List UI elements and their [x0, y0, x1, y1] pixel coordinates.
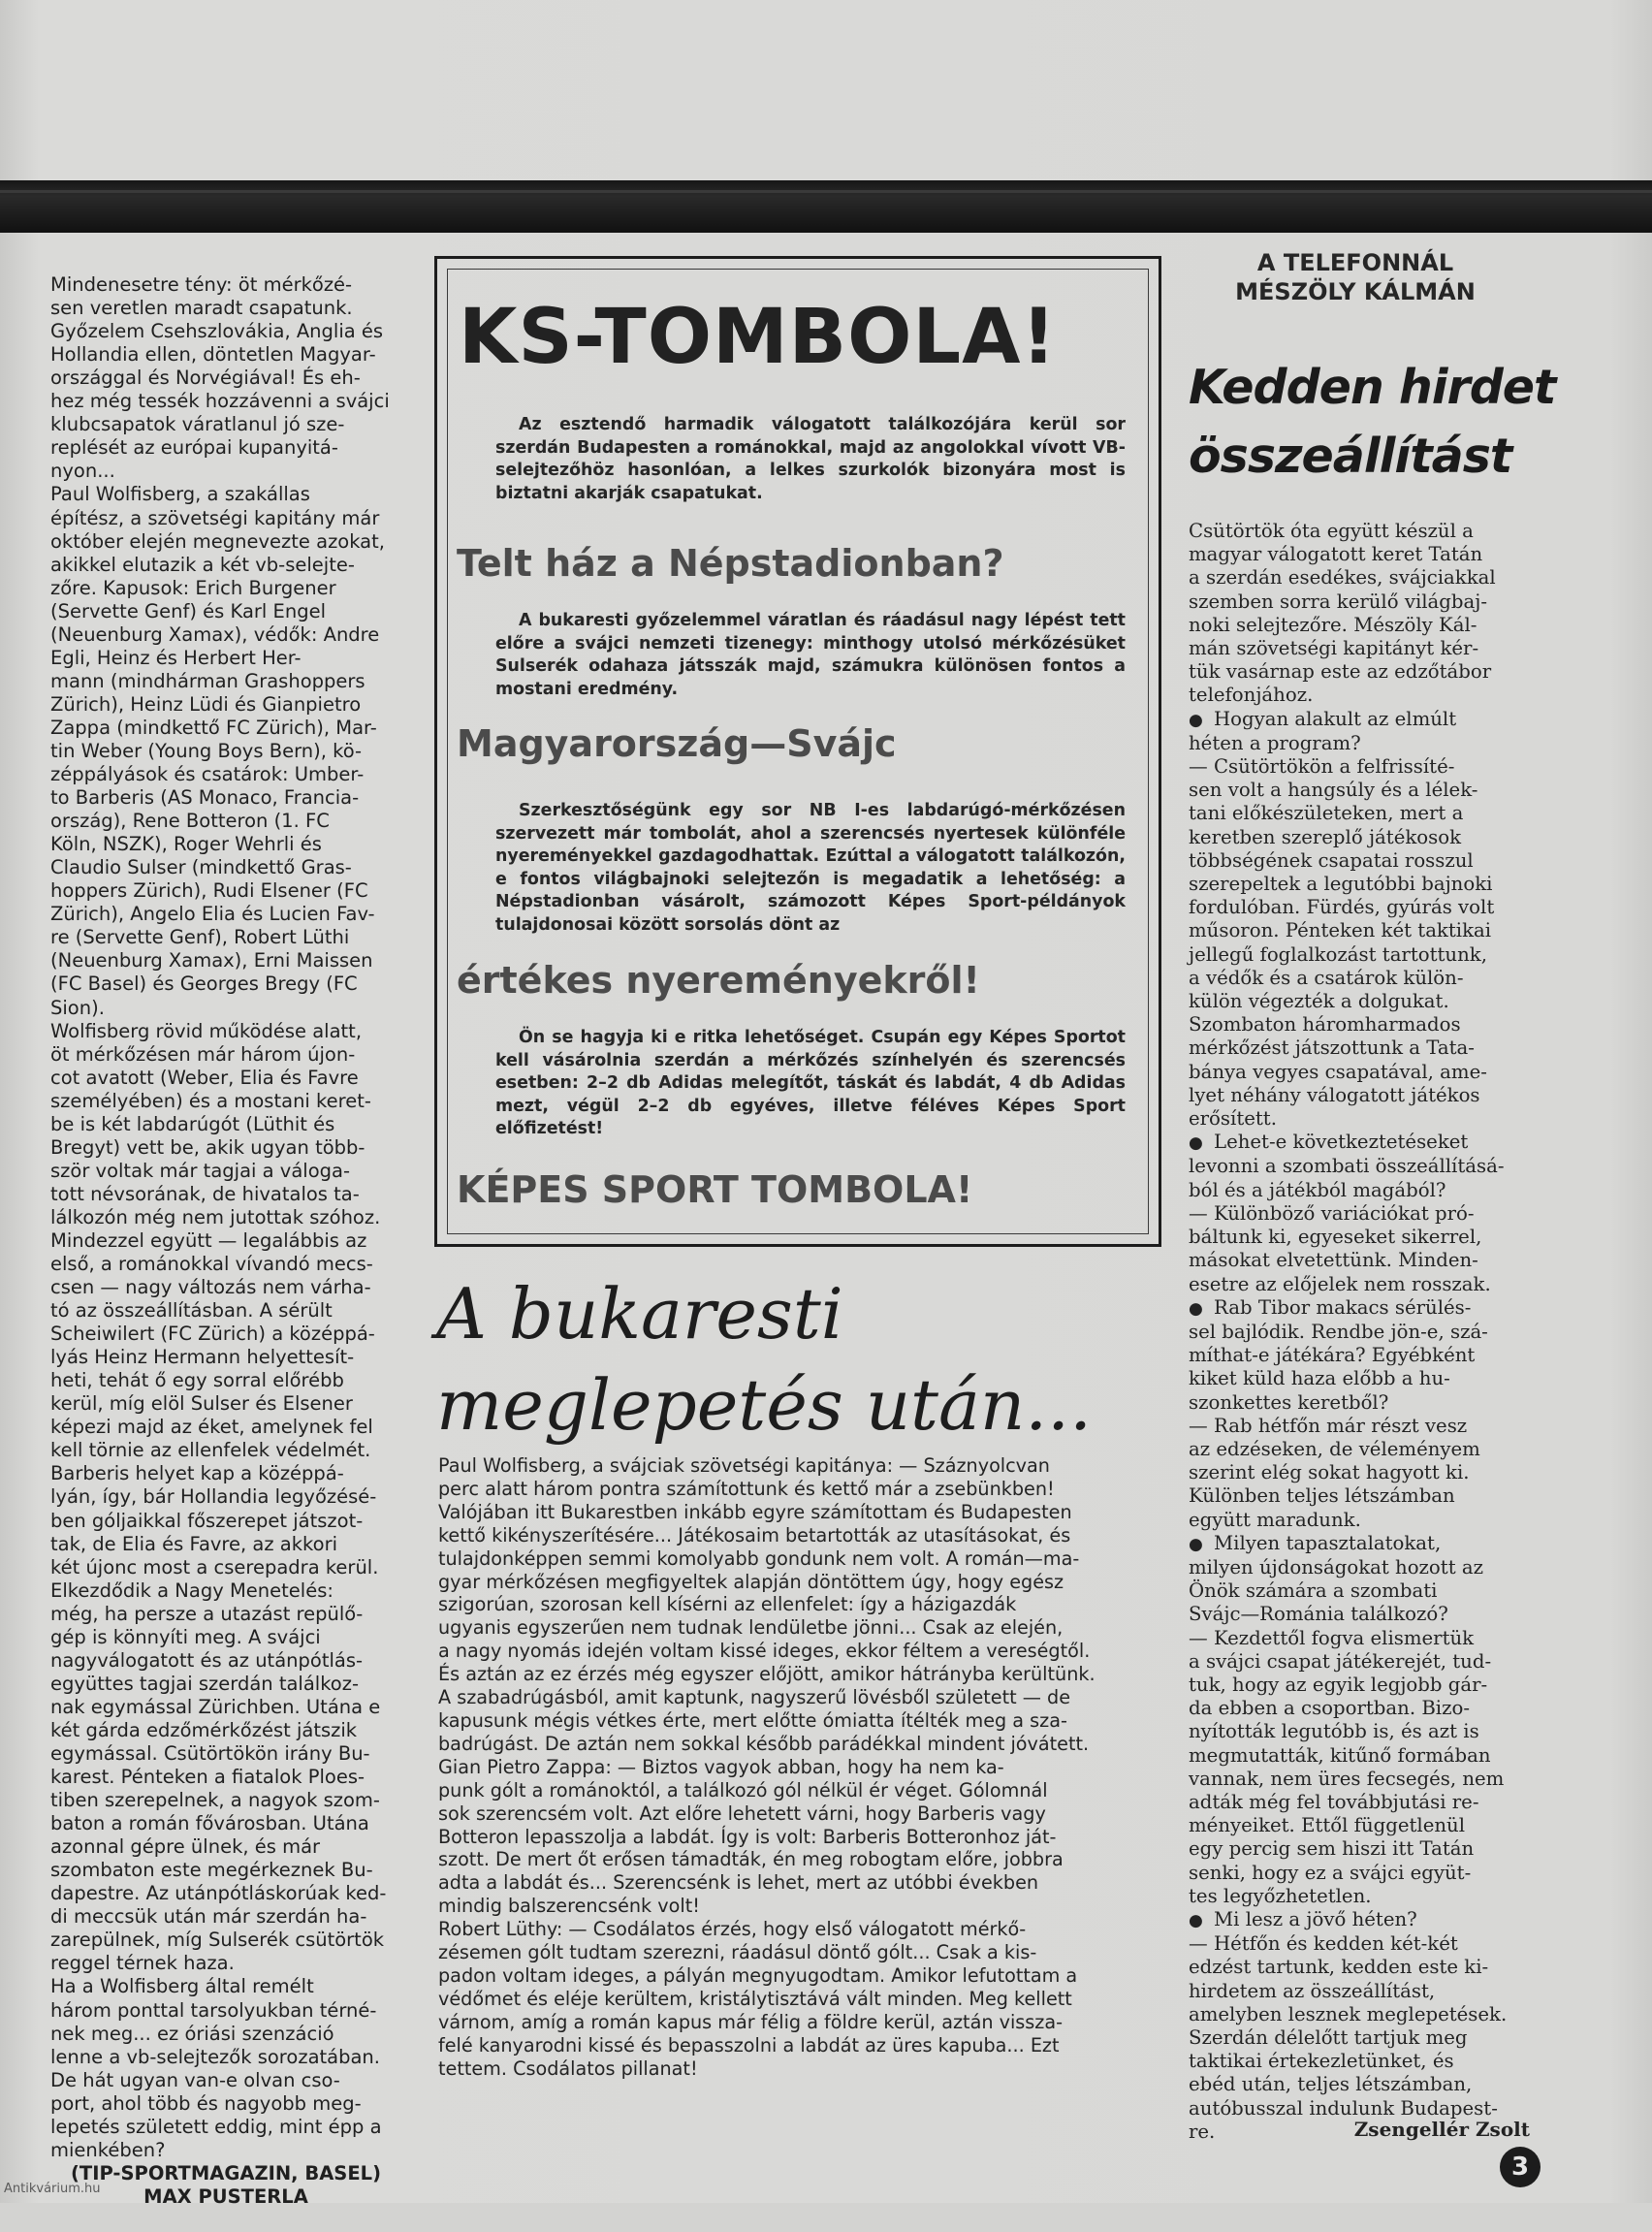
right-article-headline: Kedden hirdet összeállítást	[1189, 360, 1556, 484]
interview-question: ● Milyen tapasztalatokat, milyen újdonságokat hozott az Önök számára a szombati Svájc—Románia találkozó?	[1189, 1532, 1553, 1627]
tombola-subhead-3: értékes nyereményekről!	[457, 959, 980, 1002]
interview-answer: — Csütörtökön a felfrissíté- sen volt a hangsúly és a lélek- tani előkészületeken, mert a keretben szereplő játékosok többségének csapatai rosszul szerepeltek a legutóbbi bajnoki fordulóban. Fürdés, gyúrás volt műsoron. Pénteken két taktikai jellegű foglalkozást tartottunk, a védők és a csatárok külön- külön végezték a dolgukat. Szombaton háromharmados mérkőzést játszottunk a Tata- bánya vegyes csapatával, ame- lyet néhány válogatott játékos erősített.	[1189, 755, 1495, 1131]
tombola-para-2: Szerkesztőségünk egy sor NB I-es labdarúgó-mérkőzésen szervezett már tombolát, ahol a szerencsés nyertesek különféle nyereményekkel gazdagodhattak. Ezúttal a válogatott találkozón, e fontos világbajnoki selejtezőn is megadatik a lehetőség: a Népstadionban vásárolt, számozott Képes Sport-példányok tulajdonosai között sorsolás dönt az	[495, 801, 1126, 935]
tombola-subhead-1: Telt ház a Népstadionban?	[457, 542, 1004, 585]
tombola-subhead-2: Magyarország—Svájc	[457, 722, 897, 765]
page-number: 3	[1500, 2147, 1541, 2187]
tombola-para-1: A bukaresti győzelemmel váratlan és ráadásul nagy lépést tett előre a svájci nemzeti tizenegy: minthogy utolsó mérkőzésüket Sulserék odahaza játsszák majd, számukra különösen fontos a mostani eredmény.	[495, 611, 1126, 699]
interview-answer: — Hétfőn és kedden két-két edzést tartunk, kedden este ki- hirdetem az összeállítást, amelyben lesznek meglepetések. Szerdán délelőtt tartjuk meg taktikai értekezletünket, és ebéd után, teljes létszámban, autóbusszal indulunk Budapest- re.	[1189, 1932, 1508, 2143]
watermark: Antikvárium.hu	[4, 2182, 101, 2196]
interview-answer: — Kezdettől fogva elismertük a svájci csapat játékerejét, tud- tuk, hogy az egyik legjobb gár- da ebben a csoportban. Bizo- nyították legutóbb is, és azt is megmutatták, kitűnő formában vannak, nem üres fecsegés, nem adták még fel továbbjutási re- ményeiket. Ettől függetlenül egy percig sem hiszi itt Tatán senki, hogy ez a svájci együt- tes legyőzhetetlen.	[1189, 1626, 1505, 1907]
right-article-intro: Csütörtök óta együtt készül a magyar válogatott keret Tatán a szerdán esedékes, svájciakkal szemben sorra kerülő világbaj- noki selejtezőre. Mészöly Kál- mán szövetségi kapitányt kér- tük vasárnap este az edzőtábor telefonjához.	[1189, 520, 1496, 707]
interview-answer: — Különböző variációkat pró- báltunk ki, egyeseket sikerrel, másokat elvetettünk. Minden- esetre az előjelek nem rosszak.	[1189, 1201, 1491, 1295]
tombola-para-3: Ön se hagyja ki e ritka lehetőséget. Csupán egy Képes Sportot kell vásárolnia szerdán a mérkőzés színhelyén és szerencsés esetben: 2–2 db Adidas melegítőt, táskát és labdát, 4 db Adidas mezt, végül 2–2 db egyéves, illetve féléves Képes Sport előfizetést!	[495, 1028, 1126, 1139]
interview-answer: — Rab hétfőn már részt vesz az edzéseken, de véleményem szerint elég sokat hagyott ki. Különben teljes létszámban együtt maradunk.	[1189, 1414, 1480, 1531]
top-black-bar	[0, 180, 1652, 233]
right-article-kicker: A TELEFONNÁL MÉSZÖLY KÁLMÁN	[1235, 249, 1476, 305]
tombola-subhead-4: KÉPES SPORT TOMBOLA!	[457, 1168, 973, 1211]
right-article-author: Zsengellér Zsolt	[1353, 2118, 1530, 2141]
interview-question: ● Mi lesz a jövő héten?	[1189, 1908, 1553, 1932]
mid-article-body: Paul Wolfisberg, a svájciak szövetségi kapitánya: — Száznyolcvan perc alatt három pontra számítottunk és kettő már a zsebünkben! Valójában itt Bukarestben inkább egyre számítottam és Budapesten kettő kikényszerítésére... Játékosaim betartották az utasításokat, és tulajdonképpen semmi komolyabb gondunk nem volt. A román—ma- gyar mérkőzésen megfigyeltek alapján döntöttem úgy, hogy egész szigorúan, szorosan kell kísérni az ellenfelet: így a házigazdák ugyanis egyszerűen nem tudnak lendületbe jönni... Csak az elején, a nagy nyomás idején voltam kissé ideges, ekkor féltem a vereségtől. És aztán az ez érzés még egyszer előjött, amikor hátrányba kerültünk. A szabadrúgásból, amit kaptunk, nagyszerű lövésből született — de kapusunk mégis vétkes érte, mert előtte ómiatta ítélték meg a sza- badrúgást. De aztán nem sokkal később parádékkal mindent jóvátett. Gian Pietro Zappa: — Biztos vagyok abban, hogy ha nem ka- punk gólt a románoktól, a találkozó gól nélkül ér véget. Gólomnál sok szerencsém volt. Azt előre lehetett várni, hogy Barberis vagy Botteron lepasszolja a labdát. Így is volt: Barberis Botteronhoz ját- szott. De mert őt erősen támadták, én meg robogtam előre, jobbra adta a labdát és... Szerencsénk is lehet, mert az utóbbi években mindig balszerencsénk volt! Robert Lüthy: — Csodálatos érzés, hogy első válogatott mérkő- zésemen gólt tudtam szerezni, ráadásul döntő gólt... Csak a kis- padon voltam ideges, a pályán megnyugodtam. Amikor lefutottam a védőmet és eléje kerültem, kristálytisztává vált minden. Meg kellett várnom, amíg a román kapus már félig a földre kerül, aztán vissza- felé kanyarodni kissé és bepasszolni a labdát az üres kapuba... Ezt tettem. Csodálatos pillanat!	[438, 1454, 1096, 2080]
mid-article-headline: A bukaresti meglepetés után...	[436, 1273, 1092, 1446]
left-column-body: Mindenesetre tény: öt mérkőzé- sen veretlen maradt csapatunk. Győzelem Csehszlovákia, Anglia és Hollandia ellen, döntetlen Magyar- országgal és Norvégiával! És eh- hez még tessék hozzávenni a svájci klubcsapatok váratlanul jó sze- replését az európai kupanyitá- nyon... Paul Wolfisberg, a szakállas építész, a szövetségi kapitány már október elején megnevezte azokat, akikkel elutazik a két vb-selejte- zőre. Kapusok: Erich Burgener (Servette Genf) és Karl Engel (Neuenburg Xamax), védők: Andre Egli, Heinz és Herbert Her- mann (mindhárman Grashoppers Zürich), Heinz Lüdi és Gianpietro Zappa (mindkettő FC Zürich), Mar- tin Weber (Young Boys Bern), kö- zéppályások és csatárok: Umber- to Barberis (AS Monaco, Francia- ország), Rene Botteron (1. FC Köln, NSZK), Roger Wehrli és Claudio Sulser (mindkettő Gras- hoppers Zürich), Rudi Elsener (FC Zürich), Angelo Elia és Lucien Fav- re (Servette Genf), Robert Lüthi (Neuenburg Xamax), Erni Maissen (FC Basel) és Georges Bregy (FC Sion). Wolfisberg rövid működése alatt, öt mérkőzésen már három újon- cot avatott (Weber, Elia és Favre személyében) és a mostani keret- be is két labdarúgót (Lüthit és Bregyt) vett be, akik ugyan több- ször voltak már tagjai a váloga- tott névsorának, de hivatalos ta- lálkozón még nem jutottak szóhoz. Mindezzel együtt — legalábbis az első, a románokkal vívandó mecs- csen — nagy változás nem várha- tó az összeállításban. A sérült Scheiwilert (FC Zürich) a középpá- lyás Heinz Hermann helyettesít- heti, tehát ő egy sorral előrébb kerül, míg elöl Sulser és Elsener képezi majd az éket, amelynek fel kell törnie az ellenfelek védelmét. Barberis helyet kap a középpá- lyán, így, bár Hollandia legyőzésé- ben góljaikkal főszerepet játszot- tak, de Elia és Favre, az akkori két újonc most a cserepadra kerül. Elkezdődik a Nagy Menetelés: még, ha persze a utazást repülő- gép is könnyíti meg. A svájci nagyválogatott és az utánpótlás- együttes tagjai szerdán találkoz- nak egymással Zürichben. Utána e két gárda edzőmérkőzést játszik egymással. Csütörtökön irány Bu- karest. Pénteken a fiatalok Ploes- tiben szerepelnek, a nagyok szom- baton a román fővárosban. Utána azonnal gépre ülnek, és már szombaton este megérkeznek Bu- dapestre. Az utánpótláskorúak ked- di meccsük után már szerdán ha- zarepülnek, míg Sulserék csütörtök reggel térnek haza. Ha a Wolfisberg által remélt három ponttal tarsolyukban térné- nek meg... ez óriási szenzáció lenne a vb-selejtezők sorozatában. De hát ugyan van-e olvan cso- port, ahol több és nagyobb meg- lepetés született eddig, mint épp a mienkében?	[50, 273, 390, 2161]
interview-question: ● Hogyan alakult az elmúlt héten a program?	[1189, 708, 1553, 755]
tombola-box	[434, 256, 1161, 1247]
interview-question: ● Rab Tibor makacs sérülés- sel bajlódik. Rendbe jön-e, szá- míthat-e játékára? Egyébként kiket küld haza előbb a hu- szonkettes keretből?	[1189, 1296, 1553, 1415]
tombola-intro: Az esztendő harmadik válogatott találkozójára kerül sor szerdán Budapesten a románokkal, majd az angolokkal vívott VB-selejtezőhöz hasonlóan, a lelkes szurkolók bizonyára most is biztatni akarják csapatukat.	[495, 415, 1126, 503]
tombola-title: KS-TOMBOLA!	[459, 294, 1058, 381]
interview-question: ● Lehet-e következtetéseket levonni a szombati összeállításá- ból és a játékból magából?	[1189, 1131, 1553, 1202]
left-column-source: (TIP-SPORTMAGAZIN, BASEL) MAX PUSTERLA	[70, 2161, 382, 2208]
